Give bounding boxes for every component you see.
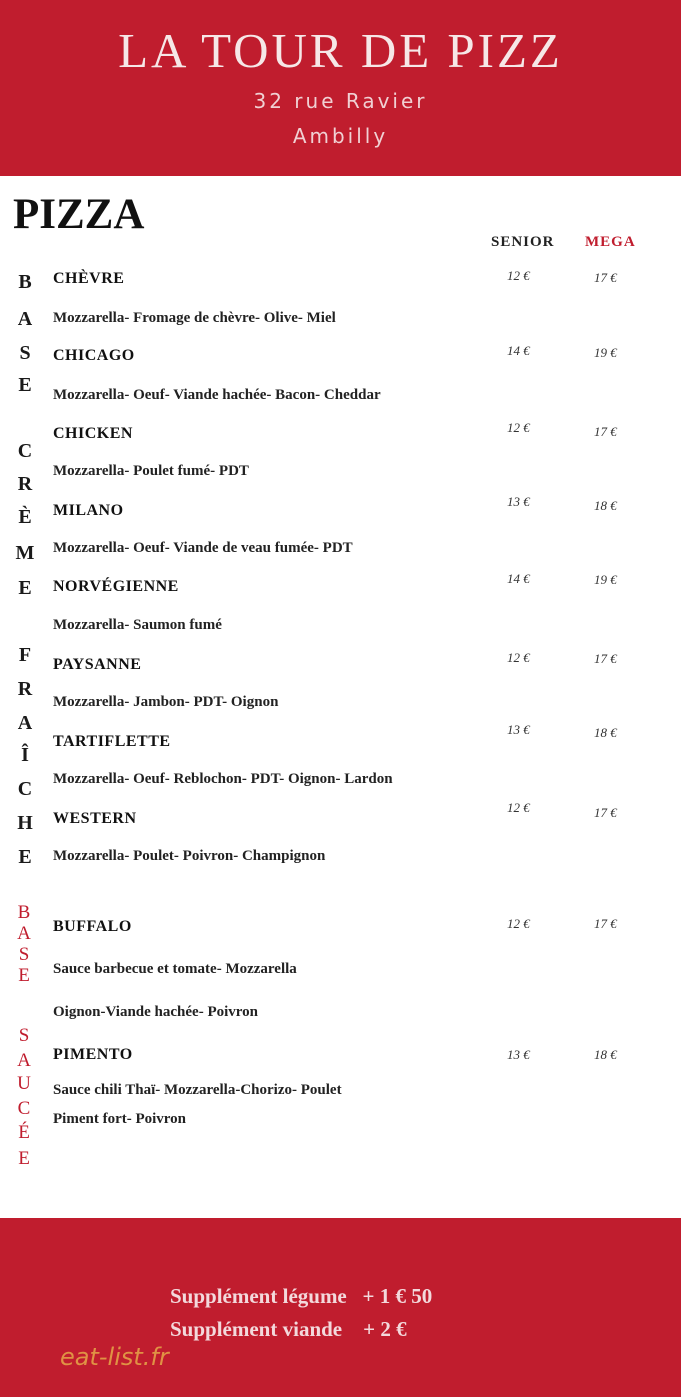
item-name: WESTERN (53, 810, 137, 827)
vertical-letter: A (17, 923, 31, 944)
vertical-letter: S (18, 944, 30, 965)
vertical-letter: B (17, 902, 31, 923)
item-name: NORVÉGIENNE (53, 578, 179, 595)
price-mega: 19 € (594, 572, 617, 587)
item-description: Piment fort- Poivron (53, 1111, 187, 1127)
address-street: 32 rue Ravier (253, 89, 428, 113)
item-name: PIMENTO (53, 1046, 133, 1063)
header-banner (0, 0, 681, 176)
address-city: Ambilly (292, 124, 389, 148)
vertical-letter: A (17, 712, 33, 734)
price-senior: 12 € (507, 420, 530, 435)
price-mega: 19 € (594, 345, 617, 360)
vertical-letter: Î (21, 744, 29, 766)
vertical-letter: S (18, 1025, 30, 1046)
item-name: TARTIFLETTE (53, 733, 171, 750)
vertical-letter: E (18, 1148, 30, 1169)
item-description: Mozzarella- Jambon- PDT- Oignon (53, 694, 279, 710)
column-mega: MEGA (585, 234, 636, 250)
price-senior: 13 € (507, 722, 530, 737)
vertical-letter: A (17, 308, 33, 330)
price-senior: 14 € (507, 571, 530, 586)
item-name: CHICKEN (53, 425, 133, 442)
vertical-letter: E (18, 577, 32, 599)
item-name: CHICAGO (53, 347, 135, 364)
price-senior: 13 € (507, 494, 530, 509)
item-description: Mozzarella- Poulet- Poivron- Champignon (53, 848, 326, 864)
restaurant-name: LA TOUR DE PIZZ (118, 23, 563, 78)
item-description: Mozzarella- Oeuf- Viande hachée- Bacon- Cheddar (53, 387, 381, 403)
vertical-letter: R (17, 678, 33, 700)
price-senior: 12 € (507, 650, 530, 665)
item-description: Mozzarella- Saumon fumé (53, 617, 222, 633)
supplement-viande: Supplément viande + 2 € (170, 1317, 407, 1341)
price-mega: 18 € (594, 725, 617, 740)
vertical-letter: R (17, 473, 33, 495)
watermark: eat-list.fr (60, 1343, 169, 1371)
vertical-letter: U (17, 1073, 31, 1094)
price-mega: 17 € (594, 805, 617, 820)
price-senior: 12 € (507, 916, 530, 931)
vertical-letter: F (18, 644, 32, 666)
vertical-letter: C (17, 778, 33, 800)
item-description: Mozzarella- Oeuf- Viande de veau fumée- PDT (53, 540, 353, 556)
item-name: MILANO (53, 502, 124, 519)
vertical-letter: M (15, 542, 35, 564)
vertical-letter: S (19, 342, 31, 364)
price-mega: 17 € (594, 916, 617, 931)
vertical-letter: È (18, 506, 32, 528)
item-description: Sauce barbecue et tomate- Mozzarella (53, 961, 297, 977)
vertical-letter: B (18, 271, 32, 293)
price-mega: 18 € (594, 1047, 617, 1062)
price-senior: 12 € (507, 268, 530, 283)
item-name: PAYSANNE (53, 656, 142, 673)
price-mega: 18 € (594, 498, 617, 513)
price-senior: 12 € (507, 800, 530, 815)
column-senior: SENIOR (491, 234, 555, 250)
vertical-letter: E (18, 846, 32, 868)
price-senior: 13 € (507, 1047, 530, 1062)
item-description: Mozzarella- Fromage de chèvre- Olive- Miel (53, 310, 336, 326)
supplement-legume: Supplément légume + 1 € 50 (170, 1284, 433, 1308)
item-name: BUFFALO (53, 918, 132, 935)
vertical-letter: É (18, 1122, 30, 1143)
price-mega: 17 € (594, 424, 617, 439)
vertical-letter: C (17, 440, 33, 462)
item-description: Mozzarella- Oeuf- Reblochon- PDT- Oignon- Lardon (53, 771, 393, 787)
vertical-letter: H (17, 812, 33, 834)
vertical-letter: A (17, 1050, 31, 1071)
item-description: Mozzarella- Poulet fumé- PDT (53, 463, 249, 479)
vertical-letter: E (18, 374, 32, 396)
item-name: CHÈVRE (53, 270, 125, 287)
item-description: Sauce chili Thaï- Mozzarella-Chorizo- Poulet (53, 1082, 342, 1098)
price-mega: 17 € (594, 651, 617, 666)
item-description: Oignon-Viande hachée- Poivron (53, 1004, 259, 1020)
price-mega: 17 € (594, 270, 617, 285)
price-senior: 14 € (507, 343, 530, 358)
vertical-letter: E (18, 965, 30, 986)
vertical-letter: C (17, 1098, 31, 1119)
section-title: PIZZA (13, 191, 145, 238)
